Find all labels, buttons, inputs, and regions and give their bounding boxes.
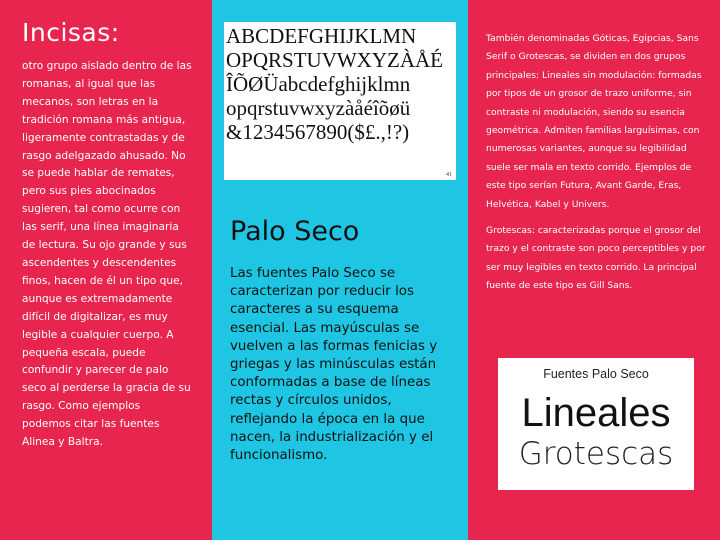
card-title: Fuentes Palo Seco	[543, 367, 649, 381]
incisas-title: Incisas:	[22, 18, 120, 47]
palo-seco-heading: Palo Seco	[230, 216, 360, 247]
specimen-line: OPQRSTUVWXYZÀÅÉ	[226, 48, 443, 72]
incisas-description: otro grupo aislado dentro de las romanas, al igual que las mecanos, son letras en la tradición romana más antigua, ligeramente contrastadas y de rasgo adelgazado ahusado. No se puede hablar de remates, pero sus pies abocinados sugieren, tal como ocurre con las serif, una línea imaginaria de lectura. Su ojo grande y sus ascendentes y descendentes finos, hacen de él un tipo que, aunque es extremadamente difícil de digitalizar, es muy legible a cualquier cuerpo. A pequeña escala, puede confundir y parecer de palo seco al perderse la gracia de su rasgo. Como ejemplos podemos citar las fuentes Alinea y Baltra.	[22, 60, 192, 449]
lineales-paragraph: También denominadas Góticas, Egipcias, Sans Serif o Grotescas, se dividen en dos grupos principales: Lineales sin modulación: formadas por tipos de un grosor de trazo uniforme, sin contraste ni modulación, siendo su esencia geométrica. Admiten familias larguísimas, con numerosas variantes, aunque su legibilidad suele ser mala en texto corrido. Ejemplos de este tipo serían Futura, Avant Garde, Eras, Helvética, Kabel y Univers.	[486, 33, 702, 210]
palo-seco-fonts-image	[498, 358, 694, 490]
specimen-line: ÎÕØÜabcdefghijklmn	[226, 72, 411, 96]
specimen-mark: 41	[446, 172, 452, 178]
type-specimen-image	[224, 22, 456, 180]
palo-seco-description: Las fuentes Palo Seco se caracterizan por reducir los caracteres a su esquema esencial. Las mayúsculas se vuelven a las formas fenicias y griegas y las minúsculas están conformadas a base de líneas rectas y círculos unidos, reflejando la época en la que nacen, la industrialización y el funcionalismo.	[230, 266, 438, 464]
sans-serif-description	[486, 30, 708, 296]
card-word-grotescas: Grotescas	[518, 436, 674, 472]
specimen-line: ABCDEFGHIJKLMN	[226, 24, 417, 48]
specimen-line: &1234567890($£.,!?)	[226, 120, 410, 144]
specimen-line: opqrstuvwxyzàåéîõøü	[226, 96, 411, 120]
grotescas-paragraph: Grotescas: caracterizadas porque el grosor del trazo y el contraste son poco perceptibles y por ser muy legibles en texto corrido. La principal fuente de este tipo es Gill Sans.	[486, 225, 706, 292]
card-word-lineales: Lineales	[521, 391, 671, 435]
